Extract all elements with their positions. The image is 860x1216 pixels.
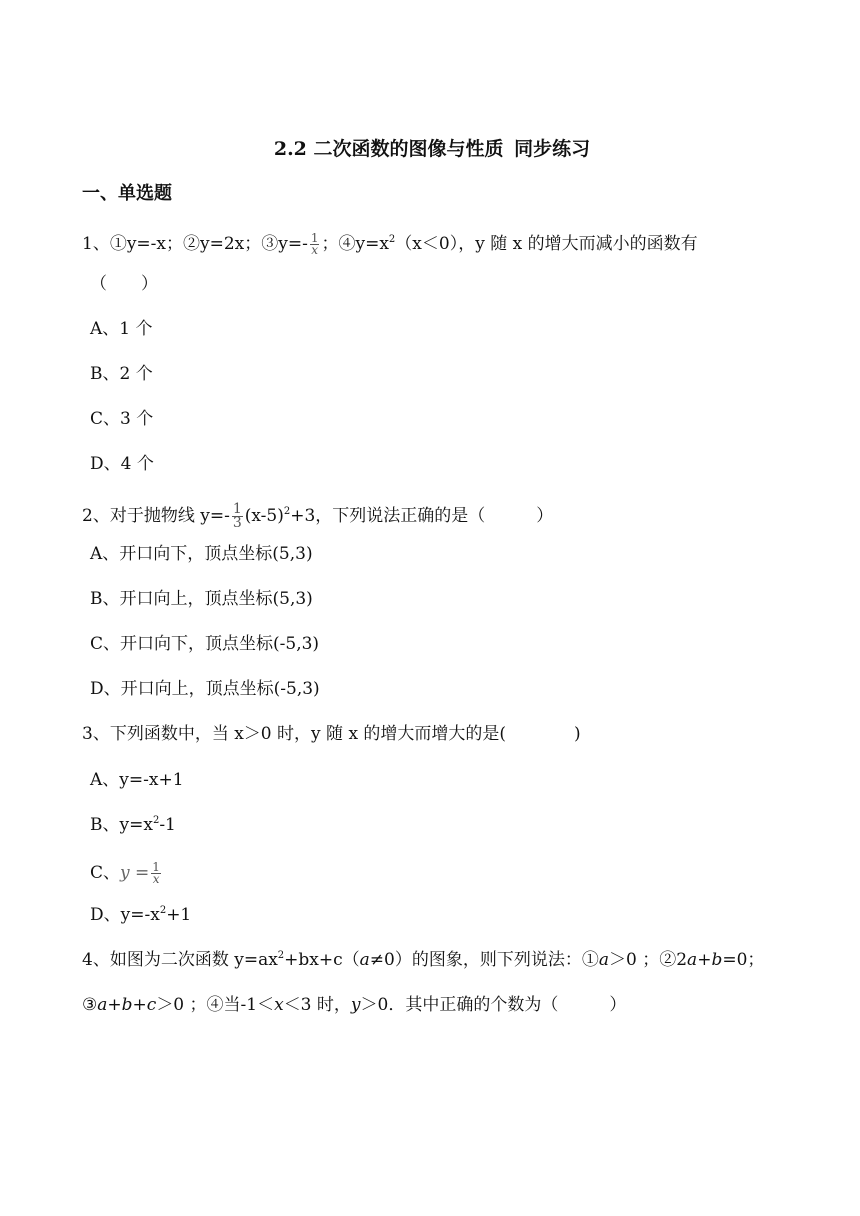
q3-option-b xyxy=(90,817,176,834)
q3-c-num: 1 xyxy=(152,860,160,874)
q4-text-a: 4、如图为二次函数 y=ax xyxy=(82,950,278,970)
q3-c-y: y = xyxy=(120,863,150,883)
q4-text-d: ＞0 ；②2 xyxy=(609,950,688,970)
q3-d-pre: D、y=-x xyxy=(90,905,160,925)
q2-text-b: (x-5) xyxy=(244,506,284,526)
q3-c-fraction xyxy=(151,862,161,885)
section-heading: 一、单选题 xyxy=(82,183,172,204)
q3-b-sup: 2 xyxy=(152,815,160,826)
q3-c-pre: C、 xyxy=(90,863,121,883)
q4-var-a-4: a xyxy=(97,995,108,1015)
q3-d-post: +1 xyxy=(166,905,192,925)
q4-text-c: ≠0）的图象，则下列说法：① xyxy=(369,950,599,970)
q2-frac-den: 3 xyxy=(232,515,242,531)
q4-var-c: c xyxy=(146,995,157,1015)
q4-l2-a: ③ xyxy=(82,995,98,1015)
q4-var-b-1: b xyxy=(711,950,723,970)
q1-text-a: 1、①y=-x；②y=2x；③y=- xyxy=(82,234,308,254)
q4-text-b: +bx+c（ xyxy=(284,950,360,970)
q2-option-b: B、开口向上，顶点坐标(5,3) xyxy=(90,589,313,609)
q1-option-b: B、2 个 xyxy=(90,364,153,384)
q4-var-a-3: a xyxy=(687,950,698,970)
q3-c-den: x xyxy=(152,872,160,886)
q1-sup: 2 xyxy=(388,234,396,245)
q4-l2-e: ＜3 时， xyxy=(283,995,351,1015)
q1-frac-num: 1 xyxy=(310,231,319,245)
q2-frac-num: 1 xyxy=(232,501,242,517)
q1-option-c: C、3 个 xyxy=(90,409,154,429)
title-subtitle: 同步练习 xyxy=(514,138,591,160)
q4-var-y: y xyxy=(350,995,361,1015)
q4-l2-f: ＞0．其中正确的个数为（ ） xyxy=(360,995,627,1015)
q3-b-post: -1 xyxy=(159,815,176,835)
q4-l2-d: ＞0 ；④当-1＜ xyxy=(156,995,275,1015)
q1-frac-den: x xyxy=(311,243,319,257)
q4-l2-b: + xyxy=(107,995,122,1015)
q4-l2-c: + xyxy=(132,995,147,1015)
q3-d-sup: 2 xyxy=(159,905,167,916)
q4-text-e: + xyxy=(697,950,712,970)
q3-option-a: A、y=-x+1 xyxy=(90,770,184,790)
q2-option-d: D、开口向上，顶点坐标(-5,3) xyxy=(90,679,320,699)
q4-var-b-2: b xyxy=(121,995,133,1015)
q3-option-d xyxy=(90,907,191,924)
page-title xyxy=(0,140,860,159)
q1-text-b: ；④y=x xyxy=(321,234,389,254)
question-3: 3、下列函数中，当 x＞0 时，y 随 x 的增大而增大的是( ) xyxy=(82,724,581,744)
question-4 xyxy=(82,952,764,969)
question-2 xyxy=(82,503,553,530)
q1-text-c: （x＜0），y 随 x 的增大而减小的函数有 xyxy=(395,234,698,254)
q2-sup: 2 xyxy=(283,506,291,517)
question-4-line-2 xyxy=(82,997,626,1014)
q4-var-a-2: a xyxy=(598,950,609,970)
q2-text-a: 2、对于抛物线 y=- xyxy=(82,506,230,526)
q1-blank: （ ） xyxy=(90,274,158,294)
question-1 xyxy=(82,233,698,256)
q4-var-x: x xyxy=(274,995,284,1015)
q1-fraction xyxy=(310,233,320,256)
q2-fraction xyxy=(232,503,243,530)
q2-option-c: C、开口向下，顶点坐标(-5,3) xyxy=(90,634,320,654)
q2-text-c: +3，下列说法正确的是（ ） xyxy=(290,506,554,526)
title-main: 2.2 二次函数的图像与性质 xyxy=(273,138,504,160)
q4-text-f: =0； xyxy=(722,950,765,970)
q3-b-pre: B、y=x xyxy=(90,815,153,835)
q1-option-d: D、4 个 xyxy=(90,454,154,474)
q1-option-a: A、1 个 xyxy=(90,319,153,339)
q4-var-a-1: a xyxy=(359,950,370,970)
q2-option-a: A、开口向下，顶点坐标(5,3) xyxy=(90,544,313,564)
q4-sup: 2 xyxy=(277,950,285,961)
q3-option-c xyxy=(90,862,163,885)
